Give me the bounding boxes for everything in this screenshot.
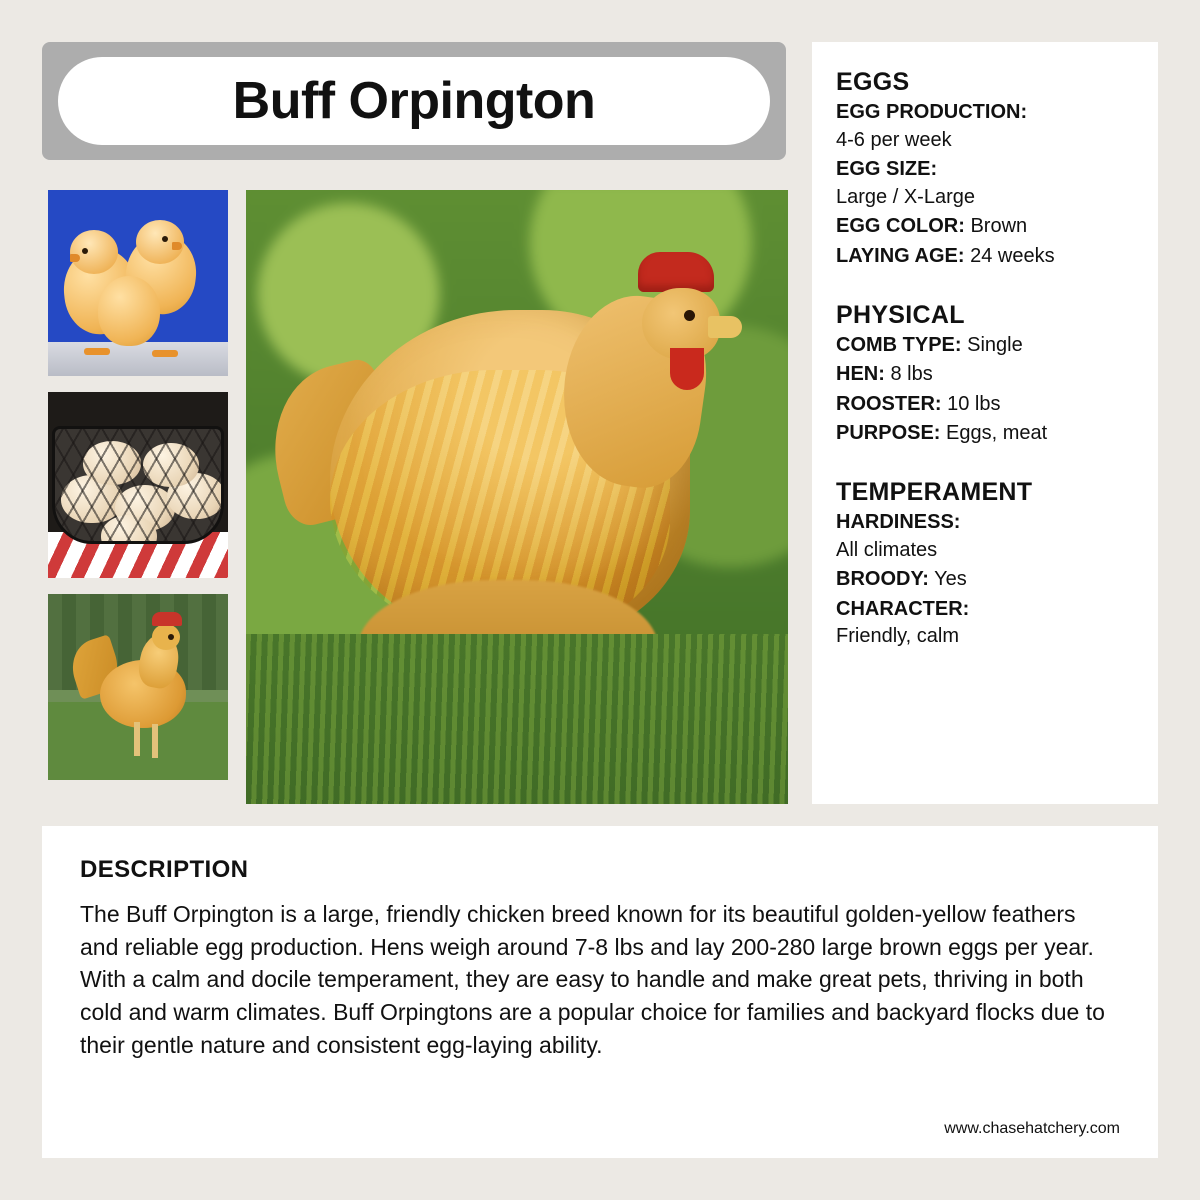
rooster-weight-row <box>836 391 1136 419</box>
hen-wattle <box>670 348 704 390</box>
broody-value: Yes <box>934 568 967 591</box>
comb-type-label: COMB TYPE: <box>836 333 962 356</box>
rooster-weight-label: ROOSTER: <box>836 392 942 415</box>
eggs-heading: EGGS <box>836 68 910 96</box>
chicks-photo <box>48 190 228 376</box>
egg-production-label: EGG PRODUCTION: <box>836 101 1028 123</box>
chick-head <box>70 230 118 274</box>
hardiness-row <box>836 509 1136 564</box>
rooster-comb <box>152 612 182 626</box>
comb-type-row <box>836 332 1136 360</box>
laying-age-value: 24 weeks <box>970 244 1055 267</box>
laying-age-label: LAYING AGE: <box>836 244 965 267</box>
eggs-photo <box>48 392 228 578</box>
basket-wire <box>55 429 221 541</box>
website-url[interactable]: www.chasehatchery.com <box>944 1120 1120 1137</box>
physical-section <box>836 301 1136 448</box>
chick-beak <box>70 254 80 262</box>
temperament-section <box>836 478 1136 651</box>
laying-age-row <box>836 243 1136 271</box>
chicks-surface <box>48 342 228 376</box>
grass-foreground <box>246 634 788 804</box>
hen-weight-row <box>836 361 1136 389</box>
character-row <box>836 596 1136 651</box>
hardiness-value: All climates <box>836 538 938 561</box>
purpose-value: Eggs, meat <box>946 422 1048 445</box>
hardiness-label: HARDINESS: <box>836 510 961 533</box>
title-bar <box>42 42 786 160</box>
hen-eye <box>684 310 695 321</box>
hen-comb <box>638 252 714 292</box>
description-body: The Buff Orpington is a large, friendly chicken breed known for its beautiful golden-yellow feathers and reliable egg production. Hens weigh around 7-8 lbs and lay 200-280 large brown eggs per year. With a calm and docile temperament, they are easy to handle and make great pets, thriving in both cold and warm climates. Buff Orpingtons are a popular choice for families and backyard flocks due to their gentle nature and consistent egg-laying ability. <box>80 901 1105 1058</box>
rooster-photo <box>48 594 228 780</box>
chick-beak <box>172 242 182 250</box>
egg-production-value: 4-6 per week <box>836 128 952 151</box>
eggs-section <box>836 68 1136 271</box>
temperament-heading: TEMPERAMENT <box>836 477 1033 506</box>
hen-weight-label: HEN: <box>836 363 885 386</box>
egg-size-label: EGG SIZE: <box>836 158 938 181</box>
hen-photo <box>246 190 788 804</box>
rooster-head <box>152 624 180 650</box>
title-pill <box>58 57 770 145</box>
purpose-row <box>836 420 1136 448</box>
egg-size-row <box>836 156 1136 211</box>
description-heading: DESCRIPTION <box>80 856 249 883</box>
rooster-eye <box>168 634 174 640</box>
description-panel <box>42 826 1158 1158</box>
chick-eye <box>162 236 168 242</box>
rooster-leg <box>152 724 158 758</box>
thumbnail-column <box>48 190 228 780</box>
info-panel <box>812 42 1158 804</box>
chick-shape <box>98 276 160 346</box>
page-title: Buff Orpington <box>232 72 596 130</box>
egg-color-label: EGG COLOR: <box>836 215 965 238</box>
physical-heading: PHYSICAL <box>836 300 965 329</box>
broody-label: BROODY: <box>836 568 929 591</box>
character-label: CHARACTER: <box>836 597 970 620</box>
chick-foot <box>152 350 178 357</box>
rooster-weight-value: 10 lbs <box>947 392 1001 415</box>
egg-color-value: Brown <box>970 215 1028 238</box>
egg-production-row <box>836 99 1136 154</box>
hen-beak <box>708 316 742 338</box>
rooster-leg <box>134 722 140 756</box>
chick-eye <box>82 248 88 254</box>
chick-head <box>136 220 184 264</box>
character-value: Friendly, calm <box>836 625 959 648</box>
egg-size-value: Large / X-Large <box>836 185 975 208</box>
egg-color-row <box>836 213 1136 241</box>
chick-foot <box>84 348 110 355</box>
broody-row <box>836 566 1136 594</box>
purpose-label: PURPOSE: <box>836 422 941 445</box>
hen-weight-value: 8 lbs <box>890 363 933 386</box>
wire-basket <box>52 426 224 544</box>
comb-type-value: Single <box>967 333 1023 356</box>
